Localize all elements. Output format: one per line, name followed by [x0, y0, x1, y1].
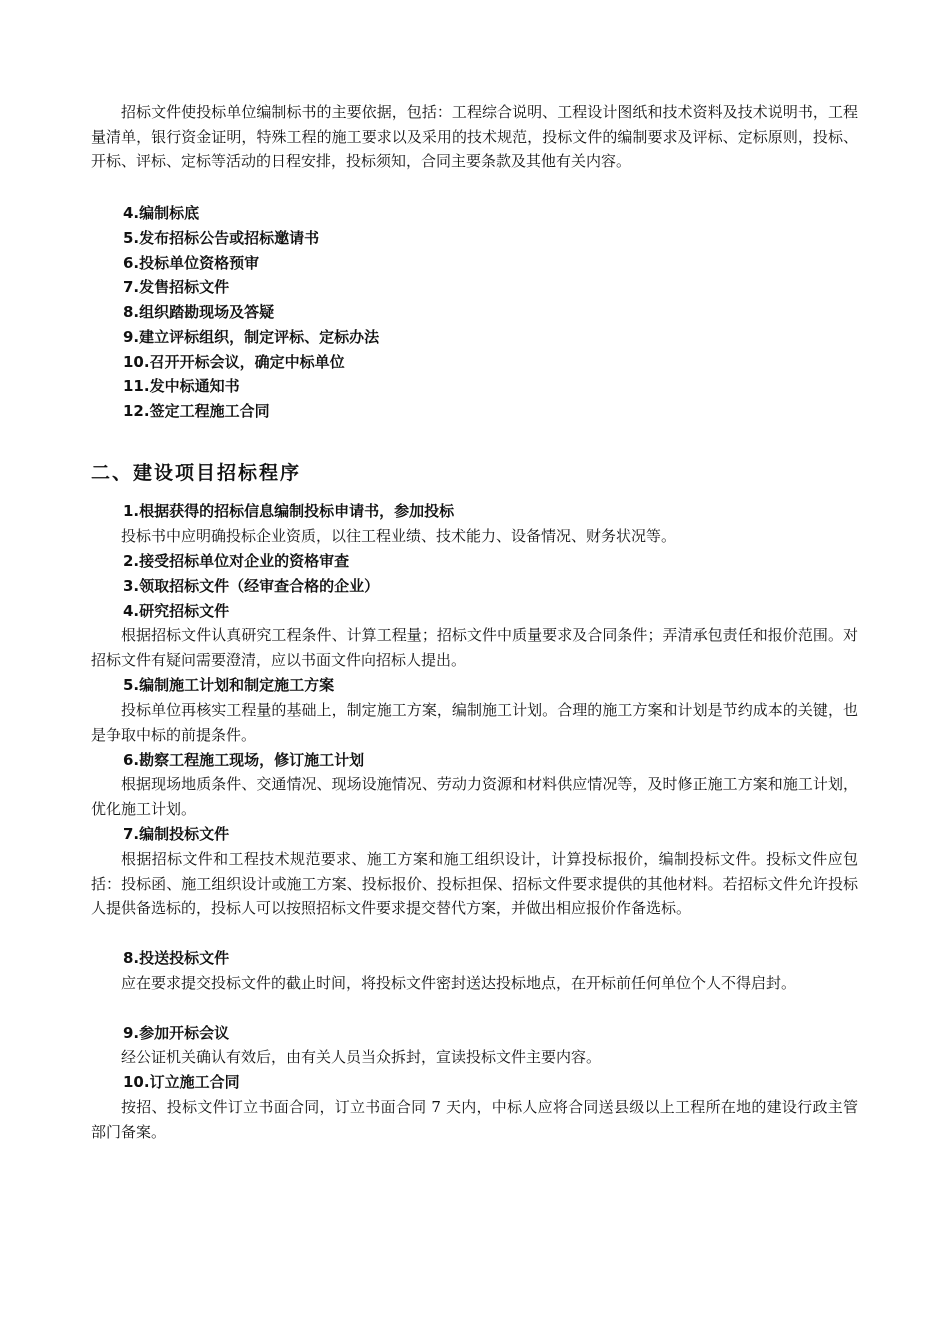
- list-item: 10.召开开标会议，确定中标单位: [123, 353, 345, 371]
- step-title: 8.投送投标文件: [123, 949, 230, 967]
- list-item: 6.投标单位资格预审: [123, 254, 260, 272]
- step-title: 2.接受招标单位对企业的资格审查: [123, 552, 350, 570]
- step-title: 3.领取招标文件（经审查合格的企业）: [123, 577, 380, 595]
- step-title: 1.根据获得的招标信息编制投标申请书，参加投标: [123, 502, 455, 520]
- step-paragraph: 按招、投标文件订立书面合同，订立书面合同 7 天内，中标人应将合同送县级以上工程所在地的建设行政主管部门备案。: [91, 1098, 858, 1141]
- step-paragraph: 根据现场地质条件、交通情况、现场设施情况、劳动力资源和材料供应情况等，及时修正施工方案和施工计划，优化施工计划。: [91, 775, 858, 818]
- section-heading: 二、建设项目招标程序: [91, 462, 302, 484]
- step-paragraph: 经公证机关确认有效后，由有关人员当众拆封，宣读投标文件主要内容。: [121, 1048, 602, 1066]
- step-paragraph: 投标书中应明确投标企业资质，以往工程业绩、技术能力、设备情况、财务状况等。: [121, 527, 677, 545]
- list-item: 9.建立评标组织，制定评标、定标办法: [123, 328, 380, 346]
- step-paragraph: 根据招标文件和工程技术规范要求、施工方案和施工组织设计，计算投标报价，编制投标文件。投标文件应包括：投标函、施工组织设计或施工方案、投标报价、投标担保、招标文件要求提供的其他材料。若招标文件允许投标人提供备选标的，投标人可以按照招标文件要求提交替代方案，并做出相应报价作备选标。: [91, 850, 858, 917]
- step-title: 5.编制施工计划和制定施工方案: [123, 676, 335, 694]
- list-item: 7.发售招标文件: [123, 278, 230, 296]
- step-title: 7.编制投标文件: [123, 825, 230, 843]
- step-title: 9.参加开标会议: [123, 1024, 230, 1042]
- list-item: 12.签定工程施工合同: [123, 402, 270, 420]
- step-title: 10.订立施工合同: [123, 1073, 240, 1091]
- list-item: 4.编制标底: [123, 204, 200, 222]
- list-item: 11.发中标通知书: [123, 377, 240, 395]
- list-item: 5.发布招标公告或招标邀请书: [123, 229, 320, 247]
- list-item: 8.组织踏勘现场及答疑: [123, 303, 275, 321]
- intro-paragraph: 招标文件使投标单位编制标书的主要依据，包括：工程综合说明、工程设计图纸和技术资料及技术说明书，工程量清单，银行资金证明，特殊工程的施工要求以及采用的技术规范，投标文件的编制要求及评标、定标原则，投标、开标、评标、定标等活动的日程安排，投标须知，合同主要条款及其他有关内容。: [91, 103, 858, 170]
- step-paragraph: 投标单位再核实工程量的基础上，制定施工方案，编制施工计划。合理的施工方案和计划是节约成本的关键，也是争取中标的前提条件。: [91, 701, 858, 744]
- step-title: 4.研究招标文件: [123, 602, 230, 620]
- step-title: 6.勘察工程施工现场，修订施工计划: [123, 751, 365, 769]
- step-paragraph: 应在要求提交投标文件的截止时间，将投标文件密封送达投标地点，在开标前任何单位个人不得启封。: [121, 974, 797, 992]
- step-paragraph: 根据招标文件认真研究工程条件、计算工程量；招标文件中质量要求及合同条件；弄清承包责任和报价范围。对招标文件有疑问需要澄清，应以书面文件向招标人提出。: [91, 626, 858, 669]
